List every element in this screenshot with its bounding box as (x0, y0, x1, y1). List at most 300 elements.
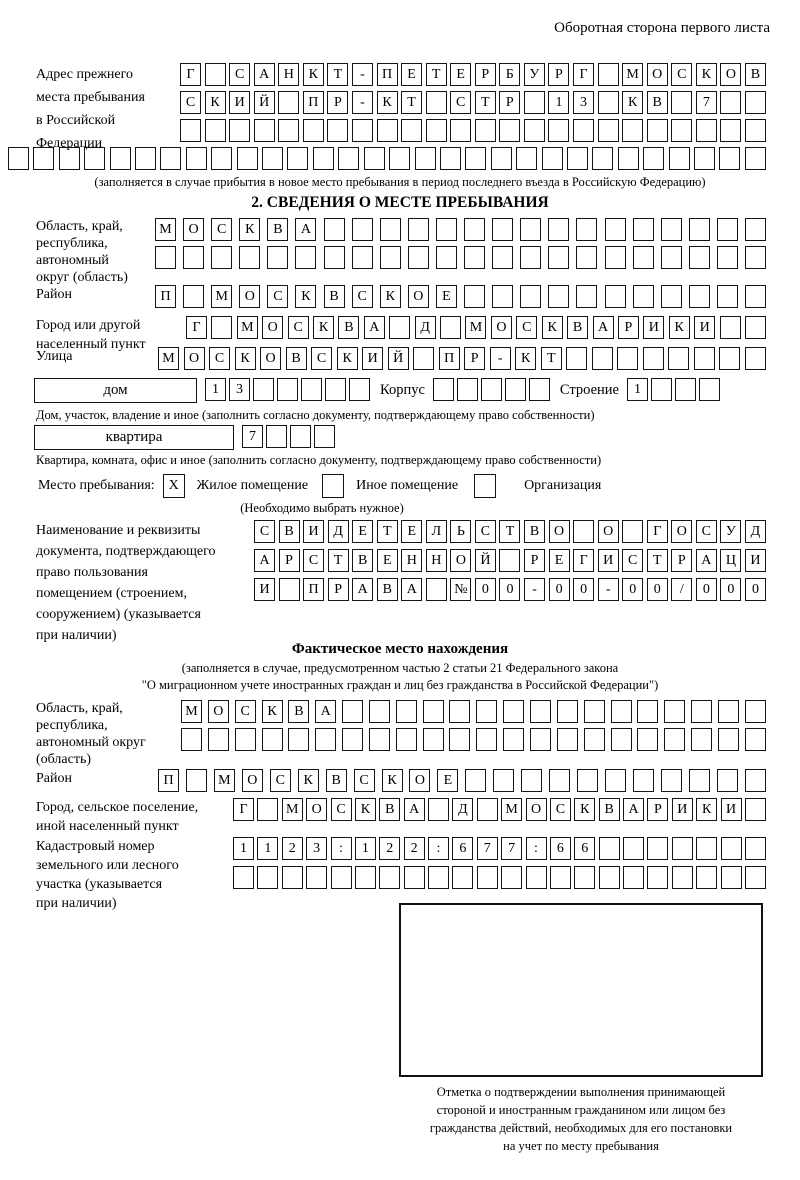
char-cell[interactable] (505, 378, 526, 401)
char-cell[interactable] (542, 147, 563, 170)
char-cell[interactable] (254, 119, 275, 142)
char-cell[interactable]: Е (377, 549, 398, 572)
char-cell[interactable] (694, 147, 715, 170)
char-cell[interactable] (426, 91, 447, 114)
char-cell[interactable]: С (211, 218, 232, 241)
char-cell[interactable] (493, 769, 514, 792)
char-cell[interactable]: В (524, 520, 545, 543)
char-cell[interactable] (155, 246, 176, 269)
char-cell[interactable]: С (303, 549, 324, 572)
char-cell[interactable] (605, 769, 626, 792)
char-cell[interactable]: 6 (574, 837, 595, 860)
char-cell[interactable]: - (352, 91, 373, 114)
char-cell[interactable]: В (352, 549, 373, 572)
char-cell[interactable]: Р (279, 549, 300, 572)
char-cell[interactable]: : (428, 837, 449, 860)
char-cell[interactable] (501, 866, 522, 889)
char-cell[interactable]: И (303, 520, 324, 543)
char-cell[interactable]: Е (437, 769, 458, 792)
char-cell[interactable] (315, 728, 336, 751)
char-cell[interactable] (745, 866, 766, 889)
char-cell[interactable] (313, 147, 334, 170)
char-cell[interactable]: К (377, 91, 398, 114)
char-cell[interactable] (719, 147, 740, 170)
char-cell[interactable]: О (306, 798, 327, 821)
char-cell[interactable]: 7 (501, 837, 522, 860)
char-cell[interactable] (440, 147, 461, 170)
char-cell[interactable]: В (377, 578, 398, 601)
char-cell[interactable] (633, 246, 654, 269)
char-cell[interactable]: О (408, 285, 429, 308)
char-cell[interactable] (557, 700, 578, 723)
char-cell[interactable]: У (720, 520, 741, 543)
char-cell[interactable]: Р (671, 549, 692, 572)
checkbox-residential[interactable]: X (163, 474, 185, 498)
char-cell[interactable] (503, 728, 524, 751)
char-cell[interactable]: А (254, 549, 275, 572)
char-cell[interactable] (476, 700, 497, 723)
char-cell[interactable] (253, 378, 274, 401)
char-cell[interactable] (526, 866, 547, 889)
char-cell[interactable]: 3 (573, 91, 594, 114)
char-cell[interactable]: О (450, 549, 471, 572)
char-cell[interactable]: Т (647, 549, 668, 572)
char-cell[interactable]: С (311, 347, 332, 370)
char-cell[interactable] (237, 147, 258, 170)
char-cell[interactable] (664, 700, 685, 723)
char-cell[interactable]: Ц (720, 549, 741, 572)
char-cell[interactable] (720, 119, 741, 142)
char-cell[interactable] (290, 425, 311, 448)
char-cell[interactable] (205, 63, 226, 86)
char-cell[interactable]: С (550, 798, 571, 821)
char-cell[interactable] (324, 246, 345, 269)
char-cell[interactable] (338, 147, 359, 170)
char-cell[interactable]: О (598, 520, 619, 543)
char-cell[interactable]: 6 (550, 837, 571, 860)
char-cell[interactable] (689, 246, 710, 269)
char-cell[interactable] (623, 837, 644, 860)
char-cell[interactable] (278, 91, 299, 114)
char-cell[interactable]: В (267, 218, 288, 241)
char-cell[interactable]: Т (328, 549, 349, 572)
char-cell[interactable]: О (208, 700, 229, 723)
char-cell[interactable] (520, 285, 541, 308)
char-cell[interactable] (450, 119, 471, 142)
char-cell[interactable] (745, 91, 766, 114)
char-cell[interactable] (404, 866, 425, 889)
char-cell[interactable] (327, 119, 348, 142)
char-cell[interactable] (637, 700, 658, 723)
char-cell[interactable] (696, 119, 717, 142)
char-cell[interactable] (717, 285, 738, 308)
char-cell[interactable]: Р (464, 347, 485, 370)
char-cell[interactable]: О (260, 347, 281, 370)
char-cell[interactable] (262, 147, 283, 170)
char-cell[interactable]: К (295, 285, 316, 308)
char-cell[interactable]: У (524, 63, 545, 86)
char-cell[interactable]: И (721, 798, 742, 821)
char-cell[interactable]: В (324, 285, 345, 308)
char-cell[interactable] (205, 119, 226, 142)
char-cell[interactable] (160, 147, 181, 170)
char-cell[interactable] (668, 347, 689, 370)
char-cell[interactable] (257, 866, 278, 889)
char-cell[interactable]: О (491, 316, 512, 339)
char-cell[interactable]: А (364, 316, 385, 339)
char-cell[interactable] (262, 728, 283, 751)
char-cell[interactable] (745, 769, 766, 792)
char-cell[interactable]: И (598, 549, 619, 572)
char-cell[interactable]: 7 (477, 837, 498, 860)
char-cell[interactable] (440, 316, 461, 339)
char-cell[interactable]: Ь (450, 520, 471, 543)
char-cell[interactable] (408, 218, 429, 241)
char-cell[interactable]: В (567, 316, 588, 339)
char-cell[interactable]: С (622, 549, 643, 572)
char-cell[interactable]: И (362, 347, 383, 370)
char-cell[interactable] (691, 728, 712, 751)
char-cell[interactable]: М (155, 218, 176, 241)
char-cell[interactable] (745, 119, 766, 142)
char-cell[interactable] (331, 866, 352, 889)
char-cell[interactable]: В (288, 700, 309, 723)
char-cell[interactable]: О (671, 520, 692, 543)
char-cell[interactable] (464, 246, 485, 269)
char-cell[interactable]: С (352, 285, 373, 308)
char-cell[interactable]: 6 (452, 837, 473, 860)
char-cell[interactable] (599, 866, 620, 889)
char-cell[interactable]: В (745, 63, 766, 86)
char-cell[interactable] (257, 798, 278, 821)
char-cell[interactable]: 0 (499, 578, 520, 601)
char-cell[interactable] (408, 246, 429, 269)
char-cell[interactable]: К (696, 63, 717, 86)
char-cell[interactable] (465, 769, 486, 792)
char-cell[interactable]: К (239, 218, 260, 241)
char-cell[interactable]: А (295, 218, 316, 241)
char-cell[interactable] (647, 837, 668, 860)
char-cell[interactable]: 0 (475, 578, 496, 601)
char-cell[interactable]: С (475, 520, 496, 543)
char-cell[interactable] (548, 285, 569, 308)
char-cell[interactable] (499, 549, 520, 572)
char-cell[interactable] (699, 378, 720, 401)
char-cell[interactable] (548, 218, 569, 241)
char-cell[interactable] (423, 728, 444, 751)
char-cell[interactable] (745, 147, 766, 170)
char-cell[interactable]: И (643, 316, 664, 339)
char-cell[interactable] (745, 285, 766, 308)
char-cell[interactable]: Т (499, 520, 520, 543)
char-cell[interactable] (401, 119, 422, 142)
char-cell[interactable] (377, 119, 398, 142)
char-cell[interactable]: С (696, 520, 717, 543)
char-cell[interactable] (605, 246, 626, 269)
char-cell[interactable] (325, 378, 346, 401)
char-cell[interactable] (745, 798, 766, 821)
char-cell[interactable] (389, 147, 410, 170)
char-cell[interactable]: С (267, 285, 288, 308)
char-cell[interactable]: А (401, 578, 422, 601)
char-cell[interactable]: / (671, 578, 692, 601)
char-cell[interactable] (267, 246, 288, 269)
char-cell[interactable]: П (158, 769, 179, 792)
char-cell[interactable] (529, 378, 550, 401)
char-cell[interactable]: В (279, 520, 300, 543)
char-cell[interactable]: 1 (355, 837, 376, 860)
char-cell[interactable]: К (355, 798, 376, 821)
char-cell[interactable] (647, 866, 668, 889)
char-cell[interactable] (492, 285, 513, 308)
char-cell[interactable]: Г (180, 63, 201, 86)
char-cell[interactable]: К (337, 347, 358, 370)
char-cell[interactable] (452, 866, 473, 889)
char-cell[interactable]: Т (401, 91, 422, 114)
char-cell[interactable] (720, 316, 741, 339)
char-cell[interactable]: К (313, 316, 334, 339)
char-cell[interactable] (530, 728, 551, 751)
char-cell[interactable] (426, 119, 447, 142)
char-cell[interactable] (622, 119, 643, 142)
char-cell[interactable] (380, 218, 401, 241)
char-cell[interactable] (464, 218, 485, 241)
char-cell[interactable]: К (303, 63, 324, 86)
char-cell[interactable]: Г (647, 520, 668, 543)
char-cell[interactable] (303, 119, 324, 142)
char-cell[interactable] (389, 316, 410, 339)
char-cell[interactable]: 0 (573, 578, 594, 601)
char-cell[interactable] (651, 378, 672, 401)
char-cell[interactable]: Д (328, 520, 349, 543)
char-cell[interactable] (413, 347, 434, 370)
char-cell[interactable] (617, 347, 638, 370)
char-cell[interactable] (745, 728, 766, 751)
char-cell[interactable]: И (672, 798, 693, 821)
char-cell[interactable]: 0 (647, 578, 668, 601)
char-cell[interactable] (423, 700, 444, 723)
char-cell[interactable] (277, 378, 298, 401)
char-cell[interactable] (186, 769, 207, 792)
char-cell[interactable] (573, 119, 594, 142)
char-cell[interactable] (661, 246, 682, 269)
char-cell[interactable] (557, 728, 578, 751)
char-cell[interactable] (396, 728, 417, 751)
char-cell[interactable]: - (352, 63, 373, 86)
char-cell[interactable]: К (298, 769, 319, 792)
char-cell[interactable]: Б (499, 63, 520, 86)
char-cell[interactable] (481, 378, 502, 401)
char-cell[interactable] (287, 147, 308, 170)
char-cell[interactable] (349, 378, 370, 401)
char-cell[interactable]: Т (327, 63, 348, 86)
char-cell[interactable] (426, 578, 447, 601)
char-cell[interactable]: М (282, 798, 303, 821)
char-cell[interactable]: Т (377, 520, 398, 543)
char-cell[interactable]: С (270, 769, 291, 792)
char-cell[interactable] (717, 218, 738, 241)
char-cell[interactable] (577, 769, 598, 792)
char-cell[interactable] (465, 147, 486, 170)
char-cell[interactable] (491, 147, 512, 170)
char-cell[interactable]: М (237, 316, 258, 339)
char-cell[interactable] (633, 285, 654, 308)
char-cell[interactable] (8, 147, 29, 170)
char-cell[interactable] (574, 866, 595, 889)
char-cell[interactable] (550, 866, 571, 889)
char-cell[interactable] (720, 91, 741, 114)
char-cell[interactable] (675, 378, 696, 401)
char-cell[interactable]: С (354, 769, 375, 792)
char-cell[interactable] (457, 378, 478, 401)
char-cell[interactable]: Г (233, 798, 254, 821)
char-cell[interactable] (689, 218, 710, 241)
char-cell[interactable]: В (326, 769, 347, 792)
char-cell[interactable]: 2 (404, 837, 425, 860)
char-cell[interactable] (477, 798, 498, 821)
char-cell[interactable] (643, 347, 664, 370)
char-cell[interactable] (605, 285, 626, 308)
char-cell[interactable]: 1 (257, 837, 278, 860)
char-cell[interactable]: О (183, 218, 204, 241)
char-cell[interactable]: М (622, 63, 643, 86)
char-cell[interactable]: 0 (696, 578, 717, 601)
char-cell[interactable] (584, 728, 605, 751)
char-cell[interactable]: К (205, 91, 226, 114)
char-cell[interactable]: О (242, 769, 263, 792)
char-cell[interactable]: И (254, 578, 275, 601)
char-cell[interactable]: Н (278, 63, 299, 86)
char-cell[interactable]: В (286, 347, 307, 370)
char-cell[interactable]: С (180, 91, 201, 114)
char-cell[interactable]: Д (745, 520, 766, 543)
char-cell[interactable] (573, 520, 594, 543)
char-cell[interactable] (364, 147, 385, 170)
char-cell[interactable]: К (380, 285, 401, 308)
char-cell[interactable]: Р (328, 578, 349, 601)
char-cell[interactable]: Д (415, 316, 436, 339)
char-cell[interactable]: В (599, 798, 620, 821)
char-cell[interactable]: К (696, 798, 717, 821)
char-cell[interactable] (475, 119, 496, 142)
char-cell[interactable]: А (593, 316, 614, 339)
char-cell[interactable]: № (450, 578, 471, 601)
char-cell[interactable] (464, 285, 485, 308)
char-cell[interactable] (664, 728, 685, 751)
char-cell[interactable]: К (622, 91, 643, 114)
char-cell[interactable]: 0 (745, 578, 766, 601)
char-cell[interactable]: - (598, 578, 619, 601)
char-cell[interactable] (566, 347, 587, 370)
char-cell[interactable] (211, 147, 232, 170)
char-cell[interactable]: О (720, 63, 741, 86)
char-cell[interactable] (696, 837, 717, 860)
char-cell[interactable] (428, 866, 449, 889)
char-cell[interactable]: О (526, 798, 547, 821)
char-cell[interactable] (278, 119, 299, 142)
char-cell[interactable]: Р (524, 549, 545, 572)
char-cell[interactable]: О (549, 520, 570, 543)
char-cell[interactable]: О (647, 63, 668, 86)
char-cell[interactable] (689, 285, 710, 308)
char-cell[interactable] (324, 218, 345, 241)
char-cell[interactable]: С (450, 91, 471, 114)
char-cell[interactable]: А (404, 798, 425, 821)
char-cell[interactable] (717, 246, 738, 269)
char-cell[interactable] (183, 285, 204, 308)
char-cell[interactable]: С (288, 316, 309, 339)
char-cell[interactable] (647, 119, 668, 142)
char-cell[interactable] (721, 837, 742, 860)
char-cell[interactable] (516, 147, 537, 170)
char-cell[interactable] (428, 798, 449, 821)
char-cell[interactable] (745, 246, 766, 269)
char-cell[interactable] (524, 91, 545, 114)
char-cell[interactable] (477, 866, 498, 889)
char-cell[interactable]: Г (186, 316, 207, 339)
char-cell[interactable]: Й (475, 549, 496, 572)
char-cell[interactable] (301, 378, 322, 401)
char-cell[interactable] (719, 347, 740, 370)
char-cell[interactable]: В (338, 316, 359, 339)
char-cell[interactable] (691, 700, 712, 723)
char-cell[interactable] (530, 700, 551, 723)
char-cell[interactable] (745, 347, 766, 370)
char-cell[interactable]: П (155, 285, 176, 308)
char-cell[interactable]: К (669, 316, 690, 339)
char-cell[interactable] (717, 769, 738, 792)
char-cell[interactable] (282, 866, 303, 889)
char-cell[interactable]: Е (436, 285, 457, 308)
char-cell[interactable] (433, 378, 454, 401)
char-cell[interactable]: В (647, 91, 668, 114)
char-cell[interactable]: К (542, 316, 563, 339)
char-cell[interactable]: 0 (549, 578, 570, 601)
char-cell[interactable]: Е (401, 63, 422, 86)
char-cell[interactable]: 7 (696, 91, 717, 114)
char-cell[interactable] (584, 700, 605, 723)
char-cell[interactable]: 2 (379, 837, 400, 860)
char-cell[interactable] (342, 728, 363, 751)
char-cell[interactable] (592, 347, 613, 370)
char-cell[interactable] (314, 425, 335, 448)
char-cell[interactable]: Р (475, 63, 496, 86)
char-cell[interactable] (229, 119, 250, 142)
char-cell[interactable]: П (377, 63, 398, 86)
char-cell[interactable] (492, 246, 513, 269)
char-cell[interactable] (633, 769, 654, 792)
char-cell[interactable] (208, 728, 229, 751)
char-cell[interactable]: О (262, 316, 283, 339)
char-cell[interactable] (380, 246, 401, 269)
char-cell[interactable]: И (229, 91, 250, 114)
char-cell[interactable]: 7 (242, 425, 263, 448)
char-cell[interactable] (306, 866, 327, 889)
char-cell[interactable]: М (465, 316, 486, 339)
checkbox-organization[interactable] (474, 474, 496, 498)
char-cell[interactable]: С (209, 347, 230, 370)
char-cell[interactable]: 3 (306, 837, 327, 860)
char-cell[interactable] (718, 700, 739, 723)
char-cell[interactable]: Т (541, 347, 562, 370)
char-cell[interactable]: О (184, 347, 205, 370)
char-cell[interactable]: К (574, 798, 595, 821)
char-cell[interactable] (180, 119, 201, 142)
char-cell[interactable]: П (303, 91, 324, 114)
char-cell[interactable]: К (262, 700, 283, 723)
char-cell[interactable] (355, 866, 376, 889)
char-cell[interactable]: 0 (622, 578, 643, 601)
